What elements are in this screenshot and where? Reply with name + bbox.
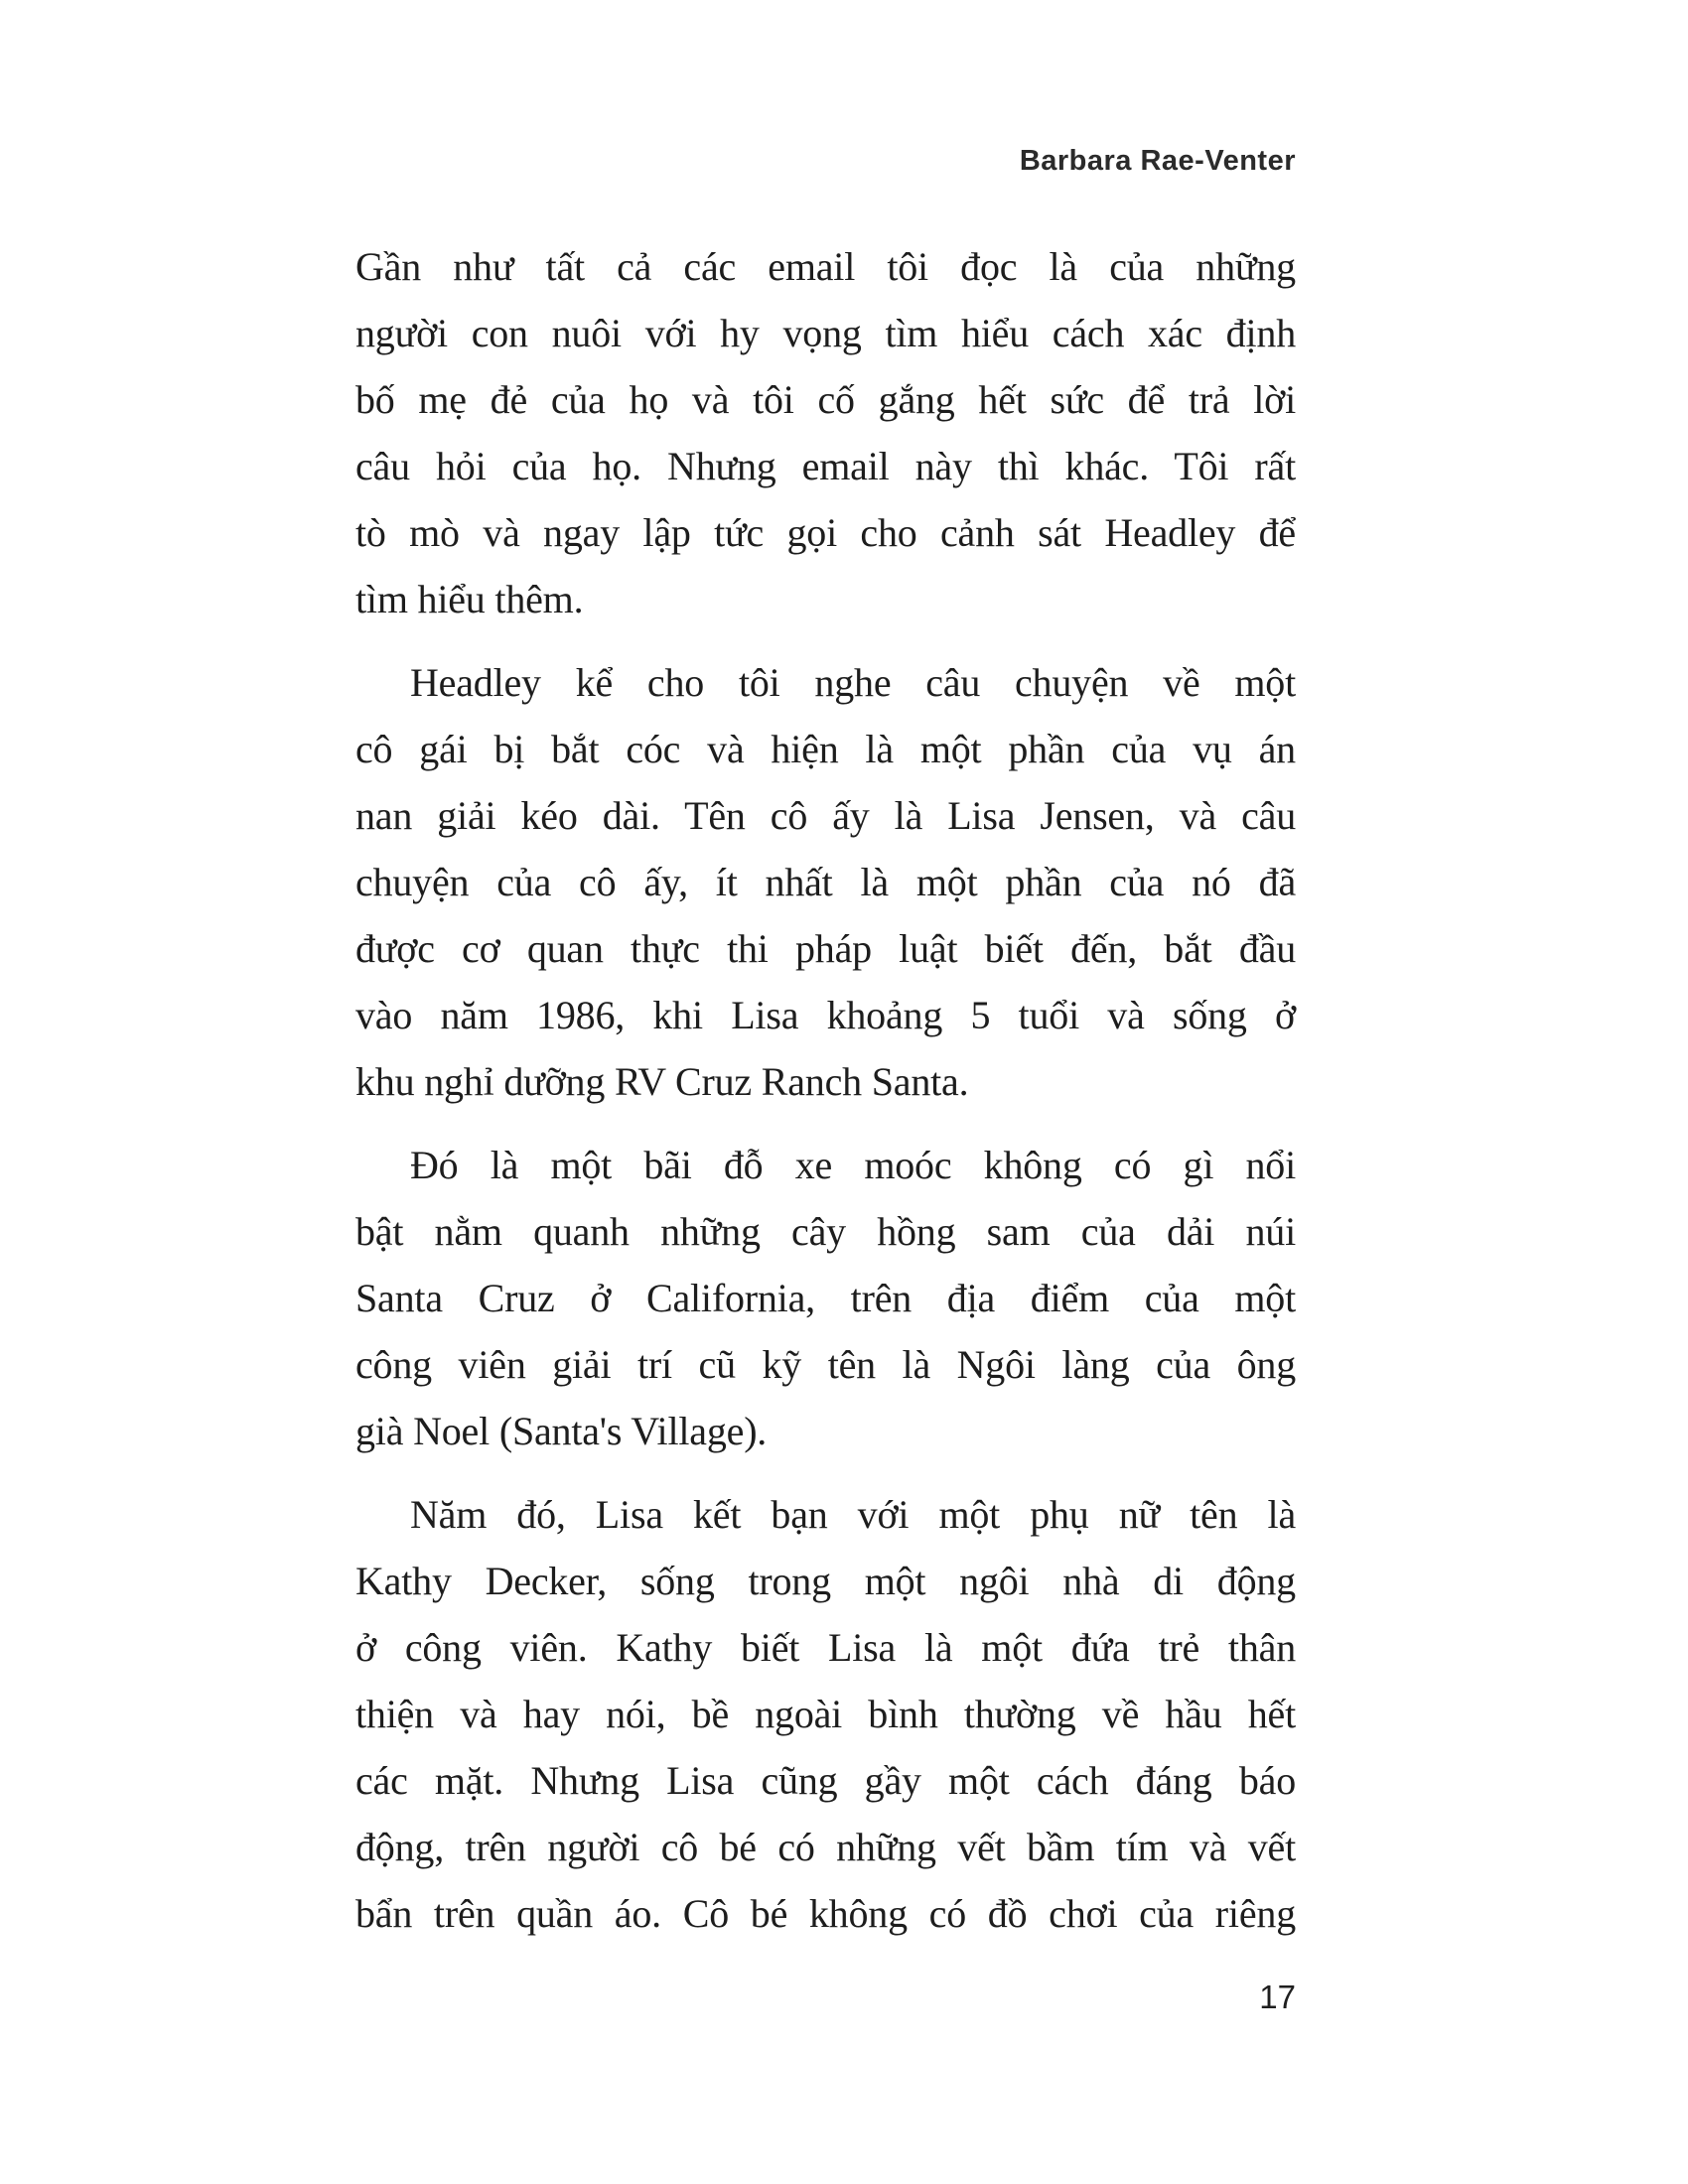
body-line: được cơ quan thực thi pháp luật biết đến, bắt đầu [355,926,1296,971]
body-line: câu hỏi của họ. Nhưng email này thì khác. Tôi rất [355,444,1296,488]
body-line: Gần như tất cả các email tôi đọc là của những [355,244,1296,289]
body-line: tìm hiểu thêm. [355,577,584,621]
body-line: Kathy Decker, sống trong một ngôi nhà di động [355,1559,1296,1603]
body-paragraph [355,1132,1296,1464]
body-line: vào năm 1986, khi Lisa khoảng 5 tuổi và sống ở [355,993,1296,1037]
body-line: Năm đó, Lisa kết bạn với một phụ nữ tên là [410,1492,1296,1537]
body-line: động, trên người cô bé có những vết bầm tím và vết [355,1825,1296,1869]
body-line: Headley kể cho tôi nghe câu chuyện về một [410,660,1296,705]
body-paragraph [355,233,1296,632]
body-line: tò mò và ngay lập tức gọi cho cảnh sát Headley để [355,510,1296,555]
body-paragraph [355,1481,1296,1947]
body-line: các mặt. Nhưng Lisa cũng gầy một cách đáng báo [355,1758,1296,1803]
running-header: Barbara Rae-Venter [1019,145,1296,177]
body-line: chuyện của cô ấy, ít nhất là một phần của nó đã [355,860,1296,904]
body-paragraph [355,649,1296,1115]
body-line: khu nghỉ dưỡng RV Cruz Ranch Santa. [355,1059,969,1104]
body-line: bố mẹ đẻ của họ và tôi cố gắng hết sức để trả lời [355,377,1296,422]
body-line: Santa Cruz ở California, trên địa điểm của một [355,1276,1296,1320]
page-number: 17 [1259,1979,1296,2015]
body-line: Đó là một bãi đỗ xe moóc không có gì nổi [410,1143,1296,1187]
body-line: bật nằm quanh những cây hồng sam của dải núi [355,1209,1296,1254]
body-line: ở công viên. Kathy biết Lisa là một đứa trẻ thân [355,1625,1296,1670]
body-line: thiện và hay nói, bề ngoài bình thường về hầu hết [355,1692,1296,1736]
body-line: bẩn trên quần áo. Cô bé không có đồ chơi của riêng [355,1891,1296,1936]
body-line: người con nuôi với hy vọng tìm hiểu cách xác định [355,311,1296,355]
body-text [355,233,1296,1947]
body-line: nan giải kéo dài. Tên cô ấy là Lisa Jensen, và câu [355,793,1296,838]
body-line: cô gái bị bắt cóc và hiện là một phần của vụ án [355,727,1296,771]
body-line: già Noel (Santa's Village). [355,1409,768,1453]
body-line: công viên giải trí cũ kỹ tên là Ngôi làng của ông [355,1342,1296,1387]
